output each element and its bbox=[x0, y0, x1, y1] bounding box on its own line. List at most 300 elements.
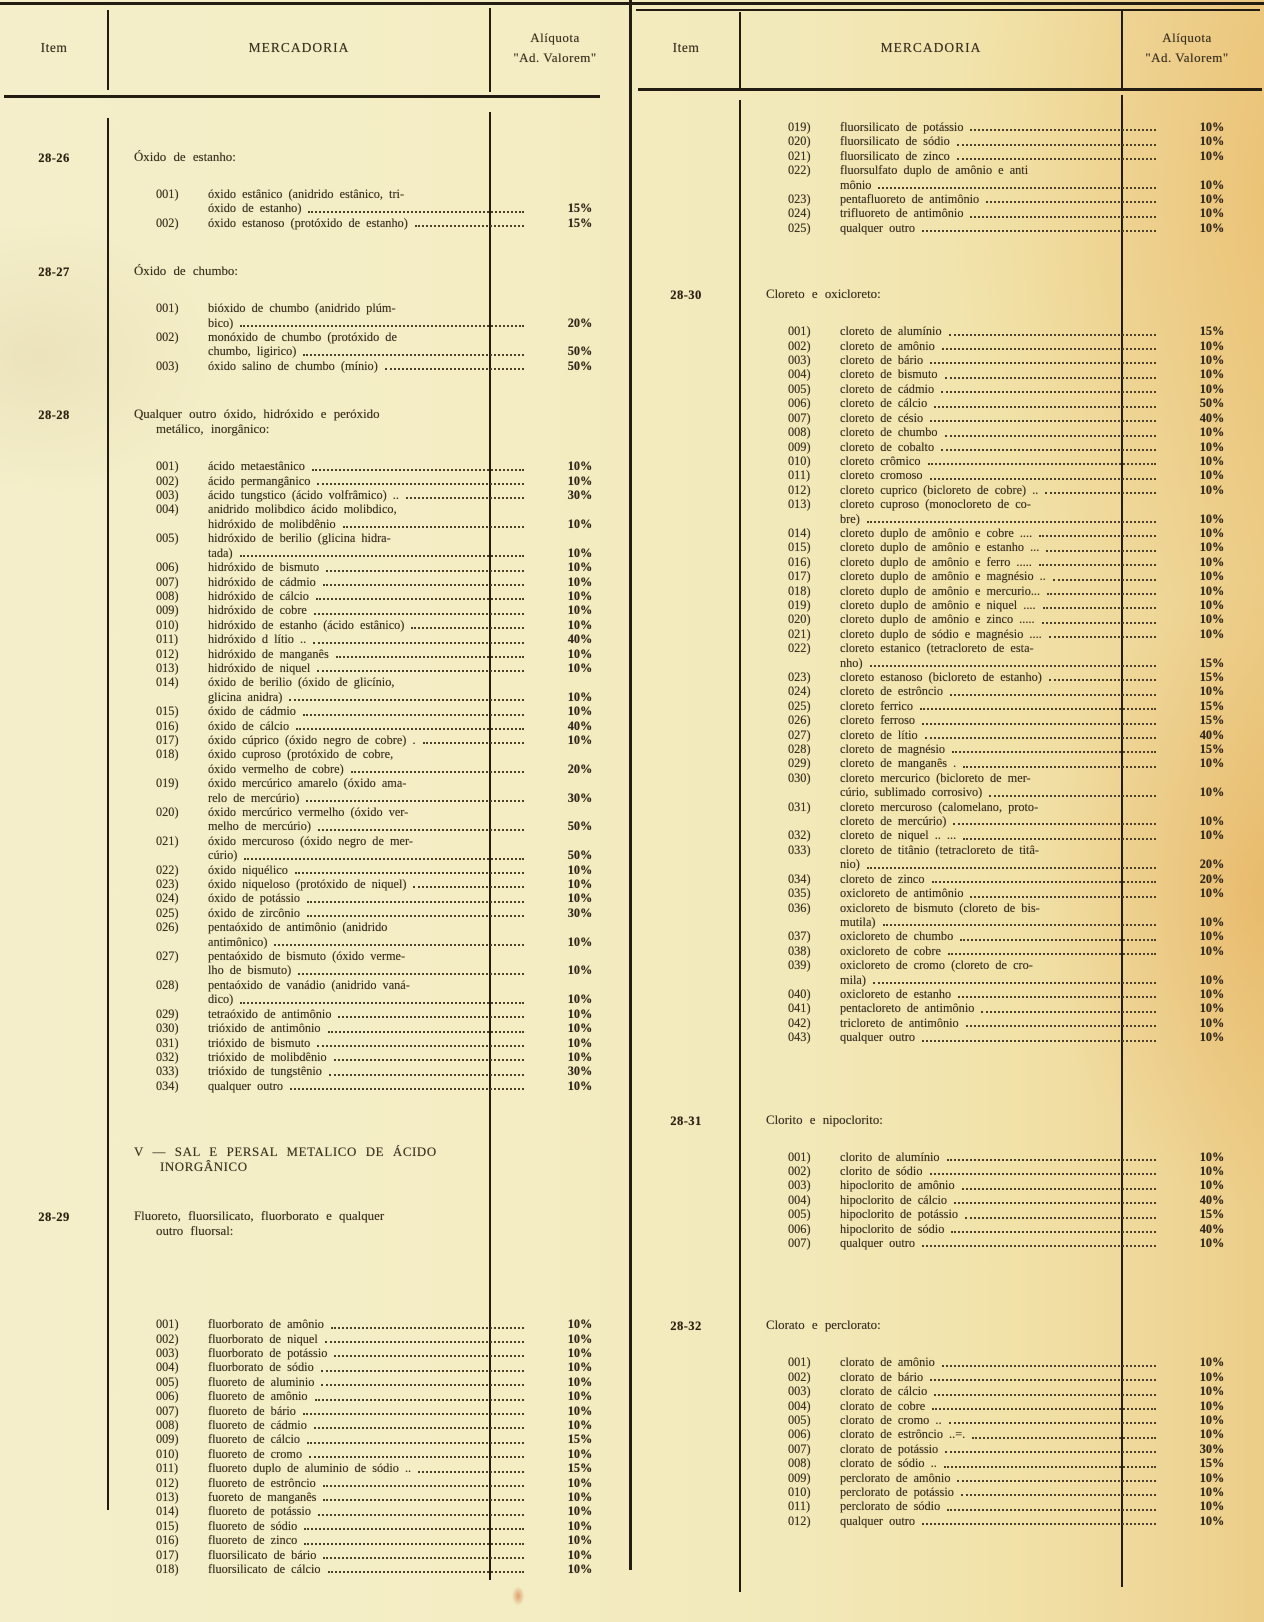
rate-value: 20% bbox=[1199, 871, 1225, 886]
entry-row bbox=[134, 1360, 632, 1374]
rate-value: 10% bbox=[1199, 1149, 1225, 1164]
entry-text-line bbox=[208, 1389, 528, 1403]
entry-text bbox=[208, 1533, 528, 1547]
dot-leader bbox=[328, 1562, 524, 1573]
entry-text-line bbox=[840, 1030, 1160, 1044]
rate-value: 10% bbox=[1199, 828, 1225, 843]
entry-row bbox=[134, 719, 632, 733]
entry-row bbox=[134, 891, 632, 905]
dot-leader bbox=[298, 963, 524, 974]
entry-text-content: cloreto duplo de amônio e magnésio .. bbox=[840, 569, 1046, 584]
dot-leader bbox=[966, 1016, 1156, 1027]
dot-leader bbox=[963, 828, 1156, 839]
dot-leader bbox=[932, 1399, 1156, 1410]
entry-text-content: qualquer outro bbox=[840, 1236, 916, 1250]
dot-leader bbox=[1043, 598, 1156, 609]
entry-text-line bbox=[840, 728, 1160, 742]
entry-row bbox=[766, 1471, 1264, 1485]
entry-text bbox=[208, 805, 528, 834]
item-code: 28-29 bbox=[38, 1210, 70, 1225]
entry-text-line bbox=[840, 670, 1160, 684]
entry-row bbox=[766, 987, 1264, 1001]
entry-text-content: clorito de alumínio bbox=[840, 1149, 940, 1164]
dot-leader bbox=[970, 206, 1156, 217]
entry-text-line bbox=[208, 517, 528, 531]
rate-value: 10% bbox=[1199, 1001, 1225, 1016]
entry-number: 031) bbox=[156, 1035, 179, 1050]
entry-number: 012) bbox=[788, 482, 811, 497]
entry-text bbox=[840, 886, 1160, 900]
entry-number: 020) bbox=[156, 805, 179, 819]
entry-row bbox=[766, 728, 1264, 742]
entry-text-line bbox=[208, 992, 528, 1006]
entry-text-content: fluorborato de sódio bbox=[208, 1360, 314, 1375]
entry-row bbox=[134, 1317, 632, 1331]
entry-text bbox=[208, 733, 528, 747]
entry-row bbox=[766, 1016, 1264, 1030]
rate-value: 10% bbox=[567, 617, 593, 632]
rate-value: 10% bbox=[1199, 626, 1225, 641]
rate-value: 10% bbox=[1199, 569, 1225, 584]
entry-text bbox=[840, 206, 1160, 220]
entry-text-line bbox=[840, 1427, 1160, 1441]
entry-text bbox=[840, 382, 1160, 396]
rate-value: 10% bbox=[1199, 482, 1225, 497]
header-aliquota-label bbox=[1122, 0, 1252, 95]
entry-number: 005) bbox=[788, 381, 811, 396]
entry-text-line bbox=[208, 1562, 528, 1576]
title-line: Clorato e perclorato: bbox=[766, 1318, 881, 1333]
entry-row bbox=[766, 684, 1264, 698]
entry-text-content: hipoclorito de sódio bbox=[840, 1221, 945, 1236]
entry-text-line bbox=[208, 546, 528, 560]
entry-text-content: qualquer outro bbox=[208, 1078, 284, 1093]
title-line: V — SAL E PERSAL METALICO DE ÁCIDO bbox=[134, 1145, 437, 1160]
dot-leader bbox=[314, 1418, 524, 1429]
entry-number: 043) bbox=[788, 1030, 811, 1045]
entry-text-content: fluorsilicato de bário bbox=[208, 1547, 317, 1562]
entry-text-line bbox=[840, 540, 1160, 554]
entry-number: 012) bbox=[156, 646, 179, 661]
entry-text bbox=[840, 468, 1160, 482]
entry-text bbox=[208, 661, 528, 675]
entry-text-content: clorito de sódio bbox=[840, 1163, 923, 1178]
entry-text-line bbox=[840, 1355, 1160, 1369]
entry-row bbox=[766, 584, 1264, 598]
entry-text-line bbox=[208, 1533, 528, 1547]
entry-row bbox=[766, 1413, 1264, 1427]
entry-text-content: trióxido de tungstênio bbox=[208, 1064, 322, 1079]
entry-row bbox=[134, 488, 632, 502]
page-column-right bbox=[632, 0, 1264, 1622]
rate-value: 10% bbox=[567, 1547, 593, 1562]
entry-text-line bbox=[208, 474, 528, 488]
rate-value: 10% bbox=[1199, 597, 1225, 612]
entry-text bbox=[840, 540, 1160, 554]
dot-leader bbox=[1053, 569, 1156, 580]
dot-leader bbox=[385, 359, 524, 370]
entry-text bbox=[208, 776, 528, 805]
entry-number: 034) bbox=[156, 1078, 179, 1093]
entry-text-continuation: tada) bbox=[208, 545, 233, 560]
entry-text bbox=[208, 531, 528, 560]
rate-value: 10% bbox=[567, 646, 593, 661]
entry-text-content: hidróxido de cádmio bbox=[208, 574, 316, 589]
entry-row bbox=[766, 206, 1264, 220]
entry-text bbox=[840, 1442, 1160, 1456]
entry-text-line bbox=[208, 877, 528, 891]
entry-text bbox=[208, 1375, 528, 1389]
entry-text-content: hidróxido de cobre bbox=[208, 603, 307, 618]
entry-text-content: clorato de cobre bbox=[840, 1398, 926, 1413]
entry-text-line bbox=[840, 828, 1160, 842]
entry-row bbox=[134, 834, 632, 863]
entry-text-line bbox=[208, 690, 528, 704]
entry-text-content: óxido de cádmio bbox=[208, 704, 296, 719]
title-line: Óxido de estanho: bbox=[134, 150, 236, 164]
entry-text bbox=[840, 526, 1160, 540]
entry-row bbox=[766, 1384, 1264, 1398]
entry-number: 001) bbox=[156, 459, 179, 474]
entry-row bbox=[766, 440, 1264, 454]
section bbox=[632, 1113, 1264, 1251]
entry-text-content: cloreto duplo de amônio e estanho ... bbox=[840, 540, 1040, 555]
dot-leader bbox=[928, 454, 1156, 465]
rate-value: 10% bbox=[1199, 425, 1225, 440]
entry-text-content: cloreto ferroso bbox=[840, 713, 916, 728]
section-title bbox=[766, 1113, 1154, 1128]
entry-text-content: fluoreto de cálcio bbox=[208, 1432, 301, 1447]
entry-number: 003) bbox=[788, 1178, 811, 1193]
rate-value: 10% bbox=[567, 574, 593, 589]
entry-text-content: cloreto de alumínio bbox=[840, 324, 942, 339]
rate-value: 40% bbox=[1199, 727, 1225, 742]
dot-leader bbox=[930, 411, 1156, 422]
entry-row bbox=[134, 978, 632, 1007]
entry-text-line bbox=[840, 382, 1160, 396]
dot-leader bbox=[947, 1499, 1156, 1510]
entry-text bbox=[840, 771, 1160, 800]
dot-leader bbox=[309, 1447, 524, 1458]
dot-leader bbox=[957, 1471, 1156, 1482]
entry-text bbox=[208, 330, 528, 359]
entry-text-line: hidróxido de berilio (glicina hidra- bbox=[208, 531, 391, 546]
entry-text-line bbox=[208, 560, 528, 574]
rate-value: 10% bbox=[567, 1490, 593, 1504]
entry-text-content: cloreto de bário bbox=[840, 353, 924, 368]
entry-row bbox=[766, 1370, 1264, 1384]
entry-text-content: óxido de zircônio bbox=[208, 905, 301, 920]
entry-text bbox=[840, 872, 1160, 886]
dot-leader bbox=[307, 906, 524, 917]
entry-row bbox=[134, 1476, 632, 1490]
entry-text bbox=[840, 1384, 1160, 1398]
dot-leader bbox=[867, 512, 1156, 523]
entry-text-line: óxido mercúrico amarelo (óxido ama- bbox=[208, 776, 407, 791]
rate-value: 10% bbox=[567, 1403, 593, 1418]
entry-row bbox=[766, 1427, 1264, 1441]
section-body bbox=[108, 264, 632, 373]
entry-text-line bbox=[840, 1456, 1160, 1470]
dot-leader bbox=[303, 1404, 524, 1415]
entry-number: 023) bbox=[788, 192, 811, 207]
entry-text bbox=[840, 1499, 1160, 1513]
rate-value: 10% bbox=[1199, 511, 1225, 526]
rate-value: 10% bbox=[1199, 929, 1225, 944]
entry-text-content: cloreto de amônio bbox=[840, 338, 935, 353]
entry-text-line bbox=[840, 1471, 1160, 1485]
rate-value: 10% bbox=[1199, 943, 1225, 958]
entry-number: 004) bbox=[788, 1192, 811, 1207]
rate-value: 20% bbox=[567, 315, 593, 330]
entry-text bbox=[840, 828, 1160, 842]
entry-number: 026) bbox=[156, 920, 179, 935]
rate-value: 10% bbox=[1199, 1499, 1225, 1514]
entry-row bbox=[134, 187, 632, 216]
entry-text-content: cloreto de magnésio bbox=[840, 742, 946, 757]
entry-number: 014) bbox=[156, 675, 179, 690]
entry-number: 001) bbox=[156, 187, 179, 201]
rate-value: 10% bbox=[567, 603, 593, 618]
item-code: 28-31 bbox=[670, 1113, 702, 1128]
entry-text bbox=[208, 459, 528, 473]
entry-text-line: bióxido de chumbo (anidrido plúm- bbox=[208, 301, 396, 316]
entry-text-content: clorato de cromo .. bbox=[840, 1413, 942, 1428]
entry-number: 006) bbox=[788, 396, 811, 411]
rate-value: 50% bbox=[567, 358, 593, 373]
entry-text bbox=[208, 920, 528, 949]
entry-text-line bbox=[208, 344, 528, 358]
entry-text bbox=[840, 1456, 1160, 1470]
entry-text-line bbox=[840, 454, 1160, 468]
section-body bbox=[108, 1145, 632, 1175]
header-mercadoria-label: MERCADORIA bbox=[248, 39, 350, 55]
entry-row bbox=[134, 1548, 632, 1562]
entry-row bbox=[134, 1490, 632, 1504]
dot-leader bbox=[1046, 540, 1156, 551]
dot-leader bbox=[329, 1064, 524, 1075]
entry-row bbox=[134, 531, 632, 560]
entry-row bbox=[766, 1399, 1264, 1413]
dot-leader bbox=[922, 713, 1156, 724]
entry-list bbox=[134, 459, 632, 1093]
section bbox=[0, 407, 632, 1093]
entry-text-line bbox=[208, 848, 528, 862]
entry-number: 003) bbox=[156, 358, 179, 373]
entry-text-content: fluorborato de potássio bbox=[208, 1345, 328, 1360]
dot-leader bbox=[941, 440, 1156, 451]
entry-text-line bbox=[840, 656, 1160, 670]
entry-row bbox=[766, 396, 1264, 410]
column-content bbox=[0, 95, 632, 1576]
entry-row bbox=[766, 843, 1264, 872]
entry-text-content: fluoreto de aluminio bbox=[208, 1374, 315, 1389]
entry-text-continuation: óxido vermelho de cobre) bbox=[208, 761, 344, 776]
entry-number: 011) bbox=[156, 1461, 179, 1476]
header-aliquota-line2: "Ad. Valorem" bbox=[1145, 49, 1229, 65]
entry-text-content: fluoreto de bário bbox=[208, 1403, 296, 1418]
header-aliquota-label bbox=[490, 0, 620, 95]
entry-row bbox=[134, 1461, 632, 1475]
dot-leader bbox=[952, 742, 1156, 753]
section-title bbox=[134, 264, 522, 279]
entry-text-line bbox=[840, 785, 1160, 799]
entry-text bbox=[840, 497, 1160, 526]
rate-value: 10% bbox=[567, 560, 593, 575]
entry-text-line bbox=[208, 1332, 528, 1346]
entry-row bbox=[134, 877, 632, 891]
entry-row bbox=[766, 1499, 1264, 1513]
entry-number: 019) bbox=[788, 120, 811, 134]
item-code: 28-26 bbox=[38, 151, 70, 165]
dot-leader bbox=[944, 1456, 1156, 1467]
item-code: 28-30 bbox=[670, 288, 702, 303]
entry-number: 006) bbox=[156, 1389, 179, 1404]
entry-text bbox=[208, 978, 528, 1007]
entry-text-content: óxido estanoso (protóxido de estanho) bbox=[208, 215, 408, 230]
entry-text bbox=[840, 1150, 1160, 1164]
entry-number: 032) bbox=[788, 828, 811, 843]
rate-value: 15% bbox=[567, 215, 593, 230]
rate-value: 10% bbox=[1199, 192, 1225, 207]
dot-leader bbox=[295, 863, 524, 874]
rate-value: 15% bbox=[567, 201, 593, 216]
entry-text-line bbox=[840, 468, 1160, 482]
dot-leader bbox=[274, 935, 524, 946]
rate-value: 10% bbox=[1199, 148, 1225, 163]
entry-number: 001) bbox=[788, 1149, 811, 1164]
entry-text bbox=[208, 1519, 528, 1533]
entry-number: 011) bbox=[156, 632, 179, 647]
rate-value: 10% bbox=[1199, 367, 1225, 382]
entry-number: 016) bbox=[788, 554, 811, 569]
entry-text bbox=[208, 863, 528, 877]
entry-number: 022) bbox=[156, 862, 179, 877]
entry-text bbox=[208, 575, 528, 589]
entry-number: 031) bbox=[788, 799, 811, 814]
entry-number: 027) bbox=[788, 727, 811, 742]
entry-row bbox=[134, 575, 632, 589]
entry-number: 027) bbox=[156, 949, 179, 964]
entry-text bbox=[840, 1370, 1160, 1384]
entry-row bbox=[766, 468, 1264, 482]
entry-text-continuation: óxido de estanho) bbox=[208, 201, 302, 216]
entry-text bbox=[208, 1562, 528, 1576]
dot-leader bbox=[418, 1461, 524, 1472]
entry-number: 021) bbox=[788, 626, 811, 641]
entry-row bbox=[134, 1050, 632, 1064]
entry-number: 011) bbox=[788, 468, 811, 483]
dot-leader bbox=[981, 1001, 1156, 1012]
entry-row bbox=[766, 454, 1264, 468]
entry-text-line: cloreto de titânio (tetracloreto de titâ- bbox=[840, 842, 1040, 857]
rate-value: 10% bbox=[567, 1049, 593, 1064]
entry-row bbox=[134, 1404, 632, 1418]
entry-text-content: fluorsilicato de potássio bbox=[840, 120, 964, 134]
entry-text-content: trióxido de antimônio bbox=[208, 1021, 321, 1036]
dot-leader bbox=[1049, 627, 1156, 638]
entry-number: 019) bbox=[156, 776, 179, 791]
entry-text-content: pentafluoreto de antimônio bbox=[840, 192, 980, 207]
dot-leader bbox=[961, 1485, 1156, 1496]
entry-text bbox=[840, 1222, 1160, 1236]
dot-leader bbox=[326, 560, 524, 571]
dot-leader bbox=[922, 221, 1156, 232]
entry-text-line bbox=[208, 1476, 528, 1490]
entry-row bbox=[134, 1064, 632, 1078]
entry-text bbox=[840, 1016, 1160, 1030]
dot-leader bbox=[932, 872, 1156, 883]
entry-text bbox=[208, 301, 528, 330]
dot-leader bbox=[873, 973, 1156, 984]
entry-text-line bbox=[208, 216, 528, 230]
entry-text-line bbox=[840, 1150, 1160, 1164]
entry-row bbox=[134, 330, 632, 359]
entry-number: 001) bbox=[788, 324, 811, 339]
rate-value: 10% bbox=[1199, 583, 1225, 598]
entry-text bbox=[840, 800, 1160, 829]
entry-text-content: fluorborato de niquel bbox=[208, 1331, 318, 1346]
entry-row bbox=[766, 411, 1264, 425]
entry-text bbox=[840, 440, 1160, 454]
rate-value: 10% bbox=[1199, 1355, 1225, 1370]
entry-text-line bbox=[840, 857, 1160, 871]
entry-text bbox=[208, 647, 528, 661]
rate-value: 10% bbox=[1199, 1163, 1225, 1178]
rate-value: 20% bbox=[1199, 857, 1225, 872]
entry-text-line: óxido cuproso (protóxido de cobre, bbox=[208, 747, 394, 762]
entry-row bbox=[134, 1007, 632, 1021]
dot-leader bbox=[989, 785, 1156, 796]
entry-text-content: fluoreto de zinco bbox=[208, 1533, 298, 1548]
entry-text bbox=[208, 1404, 528, 1418]
dot-leader bbox=[303, 344, 524, 355]
rate-value: 10% bbox=[1199, 540, 1225, 555]
entry-text bbox=[840, 684, 1160, 698]
dot-leader bbox=[949, 324, 1156, 335]
dot-leader bbox=[951, 1222, 1156, 1233]
rate-value: 10% bbox=[1199, 353, 1225, 368]
entry-number: 002) bbox=[156, 1331, 179, 1346]
entry-text-line: anidrido molibdico ácido molibdico, bbox=[208, 502, 397, 517]
entry-number: 004) bbox=[156, 1360, 179, 1375]
dot-leader bbox=[313, 632, 524, 643]
dot-leader bbox=[960, 929, 1156, 940]
dot-leader bbox=[945, 425, 1156, 436]
entry-text-content: fluoreto duplo de aluminio de sódio .. bbox=[208, 1461, 412, 1476]
rate-value: 10% bbox=[567, 732, 593, 747]
dot-leader bbox=[1045, 483, 1156, 494]
entry-text-line bbox=[840, 987, 1160, 1001]
entry-row bbox=[766, 756, 1264, 770]
entry-text-content: qualquer outro bbox=[840, 220, 916, 235]
entry-text-line bbox=[208, 719, 528, 733]
entry-row bbox=[766, 598, 1264, 612]
entry-number: 006) bbox=[788, 1427, 811, 1442]
entry-text bbox=[840, 627, 1160, 641]
dot-leader bbox=[986, 192, 1156, 203]
entry-text-line bbox=[840, 1384, 1160, 1398]
entry-row bbox=[134, 776, 632, 805]
entry-list bbox=[766, 1150, 1264, 1251]
rate-value: 10% bbox=[1199, 554, 1225, 569]
rate-value: 10% bbox=[1199, 338, 1225, 353]
entry-text-line bbox=[840, 120, 1160, 134]
entry-number: 025) bbox=[788, 698, 811, 713]
dot-leader bbox=[317, 474, 524, 485]
entry-text-content: óxido cúprico (óxido negro de cobre) . bbox=[208, 732, 416, 747]
entry-row bbox=[134, 1036, 632, 1050]
